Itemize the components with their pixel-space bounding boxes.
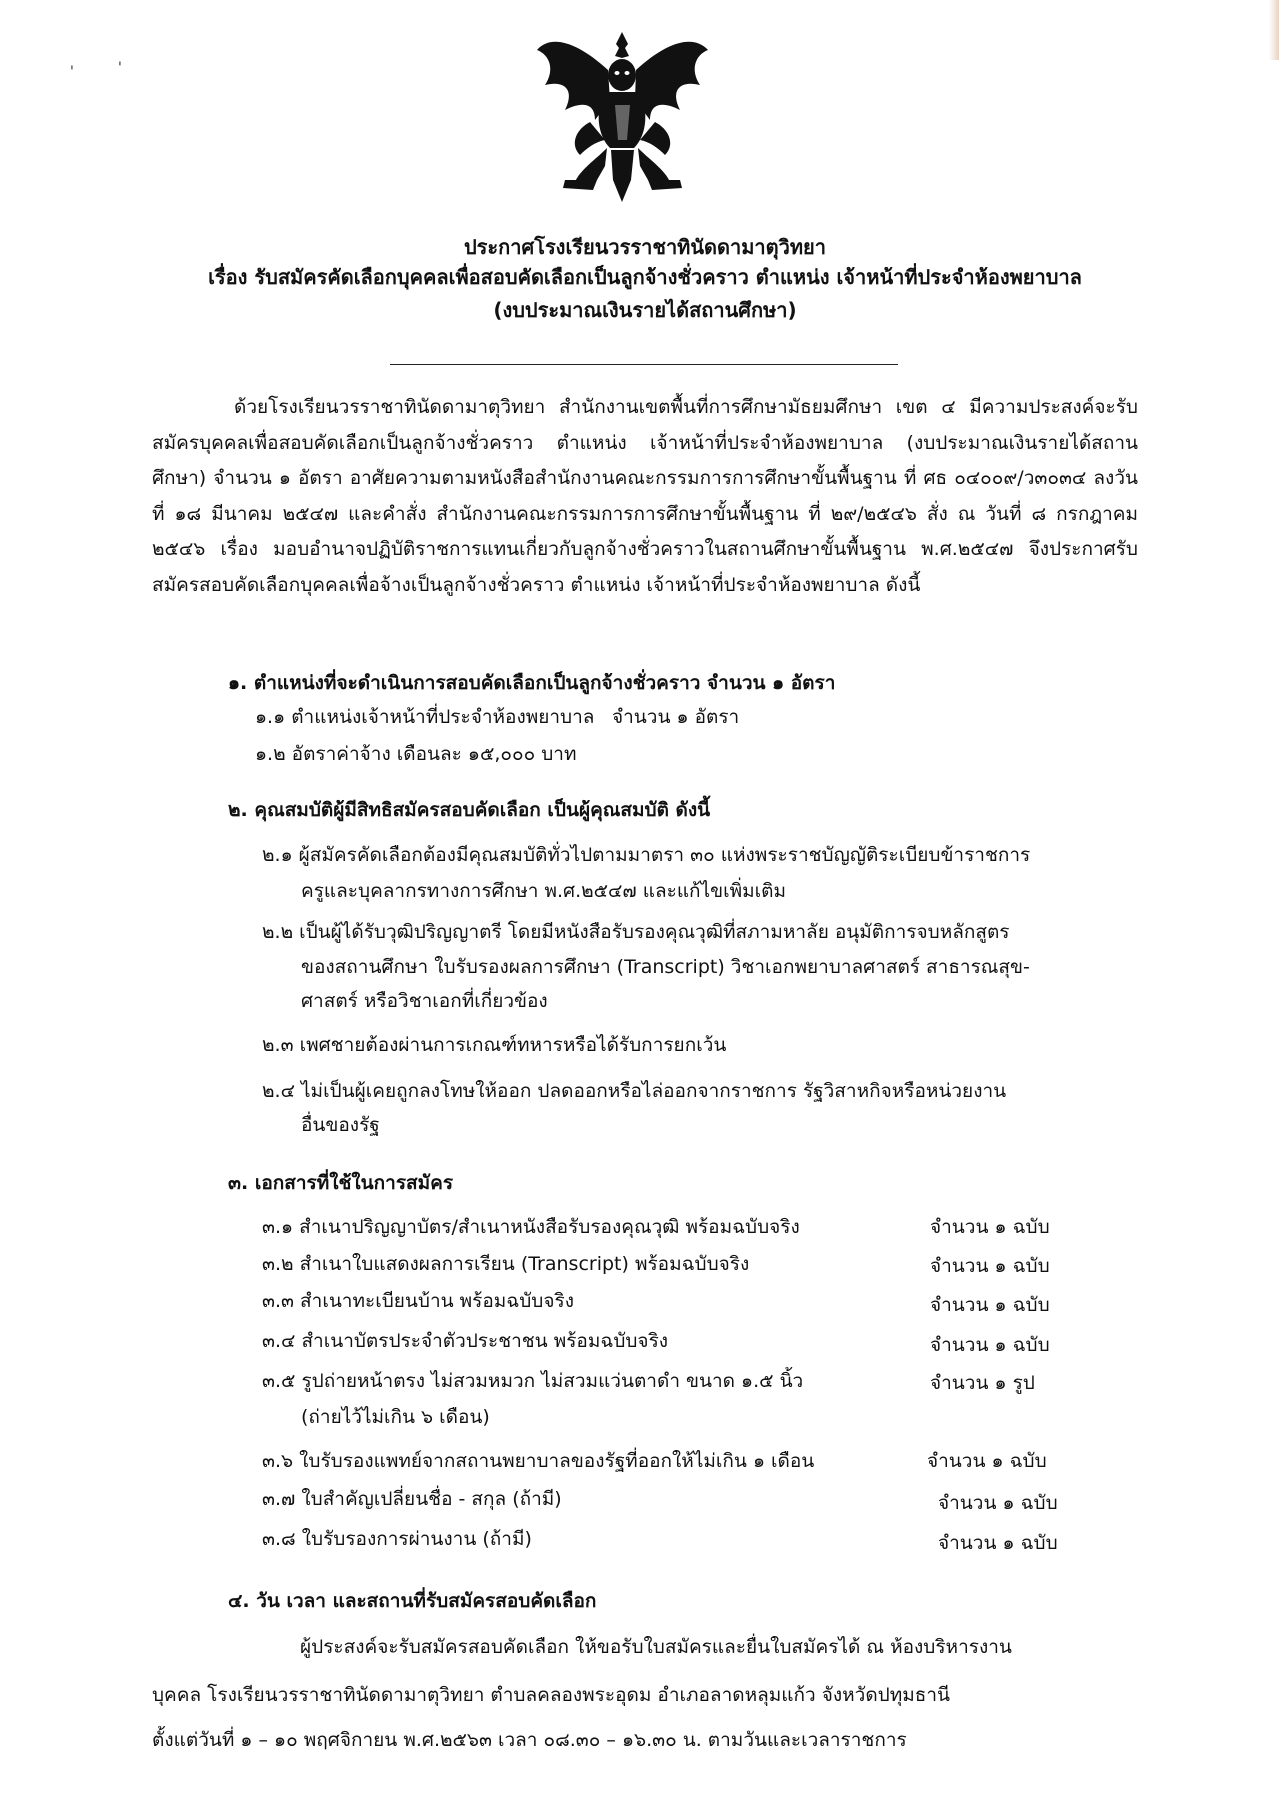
section2-item2-cont2: ศาสตร์ หรือวิชาเอกที่เกี่ยวข้อง <box>301 990 548 1012</box>
section1-heading: ๑. ตำแหน่งที่จะดำเนินการสอบคัดเลือกเป็นลูกจ้างชั่วคราว จำนวน ๑ อัตรา <box>228 672 836 694</box>
document-item: ๓.๒ สำเนาใบแสดงผลการเรียน (Transcript) พร้อมฉบับจริง <box>262 1253 750 1275</box>
document-item-count: จำนวน ๑ ฉบับ <box>930 1216 1050 1238</box>
scan-mark: ' <box>70 64 74 80</box>
section2-item2-cont: ของสถานศึกษา ใบรับรองผลการศึกษา (Transcript) วิชาเอกพยาบาลศาสตร์ สาธารณสุข- <box>301 956 1030 978</box>
document-item: ๓.๔ สำเนาบัตรประจำตัวประชาชน พร้อมฉบับจริง <box>262 1330 669 1352</box>
document-item: ๓.๘ ใบรับรองการผ่านงาน (ถ้ามี) <box>262 1528 532 1550</box>
section4-heading: ๔. วัน เวลา และสถานที่รับสมัครสอบคัดเลือก <box>228 1590 597 1612</box>
section3-heading: ๓. เอกสารที่ใช้ในการสมัคร <box>228 1172 454 1194</box>
section2-item2: ๒.๒ เป็นผู้ได้รับวุฒิปริญญาตรี โดยมีหนังสือรับรองคุณวุฒิที่สภามหาลัย อนุมัติการจบหลักสูตร <box>262 921 1010 943</box>
divider <box>390 364 898 365</box>
section2-item4-cont: อื่นของรัฐ <box>301 1114 380 1136</box>
section2-heading: ๒. คุณสมบัติผู้มีสิทธิสมัครสอบคัดเลือก เป็นผู้คุณสมบัติ ดังนี้ <box>228 799 711 821</box>
announcement-title: ประกาศโรงเรียนวรราชาทินัดดามาตุวิทยา <box>463 235 826 259</box>
document-item-count: จำนวน ๑ ฉบับ <box>927 1450 1047 1472</box>
garuda-emblem-icon <box>535 30 710 210</box>
document-item-count: จำนวน ๑ ฉบับ <box>938 1532 1058 1554</box>
intro-text: ด้วยโรงเรียนวรราชาทินัดดามาตุวิทยา สำนักงานเขตพื้นที่การศึกษามัธยมศึกษา เขต ๔ มีความประสงค์จะรับสมัครบุคคลเพื่อสอบคัดเลือกเป็นลูกจ้างชั่วคราว ตำแหน่ง เจ้าหน้าที่ประจำห้องพยาบาล (งบประมาณเงินรายได้สถานศึกษา) จำนวน ๑ อัตรา อาศัยความตามหนังสือสำนักงานคณะกรรมการการศึกษาขั้นพื้นฐาน ที่ ศธ ๐๔๐๐๙/ว๓๐๓๔ ลงวันที่ ๑๘ มีนาคม ๒๕๔๗ และคำสั่ง สำนักงานคณะกรรมการการศึกษาขั้นพื้นฐาน ที่ ๒๙/๒๕๔๖ สั่ง ณ วันที่ ๘ กรกฎาคม ๒๕๔๖ เรื่อง มอบอำนาจปฏิบัติราชการแทนเกี่ยวกับลูกจ้างชั่วคราวในสถานศึกษาขั้นพื้นฐาน พ.ศ.๒๕๔๗ จึงประกาศรับสมัครสอบคัดเลือกบุคคลเพื่อจ้างเป็นลูกจ้างชั่วคราว ตำแหน่ง เจ้าหน้าที่ประจำห้องพยาบาล ดังนี้ <box>152 396 1138 596</box>
section4-line1: ผู้ประสงค์จะรับสมัครสอบคัดเลือก ให้ขอรับใบสมัครและยื่นใบสมัครได้ ณ ห้องบริหารงาน <box>300 1636 1012 1658</box>
document-item-count: จำนวน ๑ ฉบับ <box>930 1294 1050 1316</box>
document-item-count: จำนวน ๑ ฉบับ <box>930 1255 1050 1277</box>
paper-edge <box>1269 0 1279 60</box>
document-item: ๓.๓ สำเนาทะเบียนบ้าน พร้อมฉบับจริง <box>262 1290 574 1312</box>
document-item-count: จำนวน ๑ ฉบับ <box>930 1334 1050 1356</box>
section1-item1-count: จำนวน ๑ อัตรา <box>612 706 740 728</box>
document-item: ๓.๗ ใบสำคัญเปลี่ยนชื่อ - สกุล (ถ้ามี) <box>262 1488 562 1510</box>
document-item: ๓.๑ สำเนาปริญญาบัตร/สำเนาหนังสือรับรองคุณวุฒิ พร้อมฉบับจริง <box>262 1216 800 1238</box>
section2-item3: ๒.๓ เพศชายต้องผ่านการเกณฑ์ทหารหรือได้รับการยกเว้น <box>262 1034 727 1056</box>
section1-item2: ๑.๒ อัตราค่าจ้าง เดือนละ ๑๕,๐๐๐ บาท <box>255 743 577 765</box>
document-item-count: จำนวน ๑ รูป <box>930 1372 1035 1394</box>
announcement-subject: เรื่อง รับสมัครคัดเลือกบุคคลเพื่อสอบคัดเลือกเป็นลูกจ้างชั่วคราว ตำแหน่ง เจ้าหน้าที่ประจำห้องพยาบาล <box>208 265 1082 289</box>
section4-line2: บุคคล โรงเรียนวรราชาทินัดดามาตุวิทยา ตำบลคลองพระอุดม อำเภอลาดหลุมแก้ว จังหวัดปทุมธานี <box>152 1684 951 1706</box>
document-item: ๓.๖ ใบรับรองแพทย์จากสถานพยาบาลของรัฐที่ออกให้ไม่เกิน ๑ เดือน <box>262 1450 815 1472</box>
scan-mark: ' <box>118 60 122 76</box>
intro-paragraph <box>152 390 1138 604</box>
section2-item1: ๒.๑ ผู้สมัครคัดเลือกต้องมีคุณสมบัติทั่วไปตามมาตรา ๓๐ แห่งพระราชบัญญัติระเบียบข้าราชการ <box>262 844 1031 866</box>
document-item-count: จำนวน ๑ ฉบับ <box>938 1492 1058 1514</box>
section2-item1-cont: ครูและบุคลากรทางการศึกษา พ.ศ.๒๕๔๗ และแก้ไขเพิ่มเติม <box>301 880 787 902</box>
section4-line3: ตั้งแต่วันที่ ๑ – ๑๐ พฤศจิกายน พ.ศ.๒๕๖๓ เวลา ๐๘.๓๐ – ๑๖.๓๐ น. ตามวันและเวลาราชการ <box>152 1729 907 1751</box>
section2-item4: ๒.๔ ไม่เป็นผู้เคยถูกลงโทษให้ออก ปลดออกหรือไล่ออกจากราชการ รัฐวิสาหกิจหรือหน่วยงาน <box>262 1080 1007 1102</box>
document-item-note: (ถ่ายไว้ไม่เกิน ๖ เดือน) <box>301 1406 490 1428</box>
section1-item1: ๑.๑ ตำแหน่งเจ้าหน้าที่ประจำห้องพยาบาล <box>255 706 595 728</box>
announcement-budget: (งบประมาณเงินรายได้สถานศึกษา) <box>493 298 797 322</box>
document-item: ๓.๕ รูปถ่ายหน้าตรง ไม่สวมหมวก ไม่สวมแว่นตาดำ ขนาด ๑.๕ นิ้ว <box>262 1370 804 1392</box>
